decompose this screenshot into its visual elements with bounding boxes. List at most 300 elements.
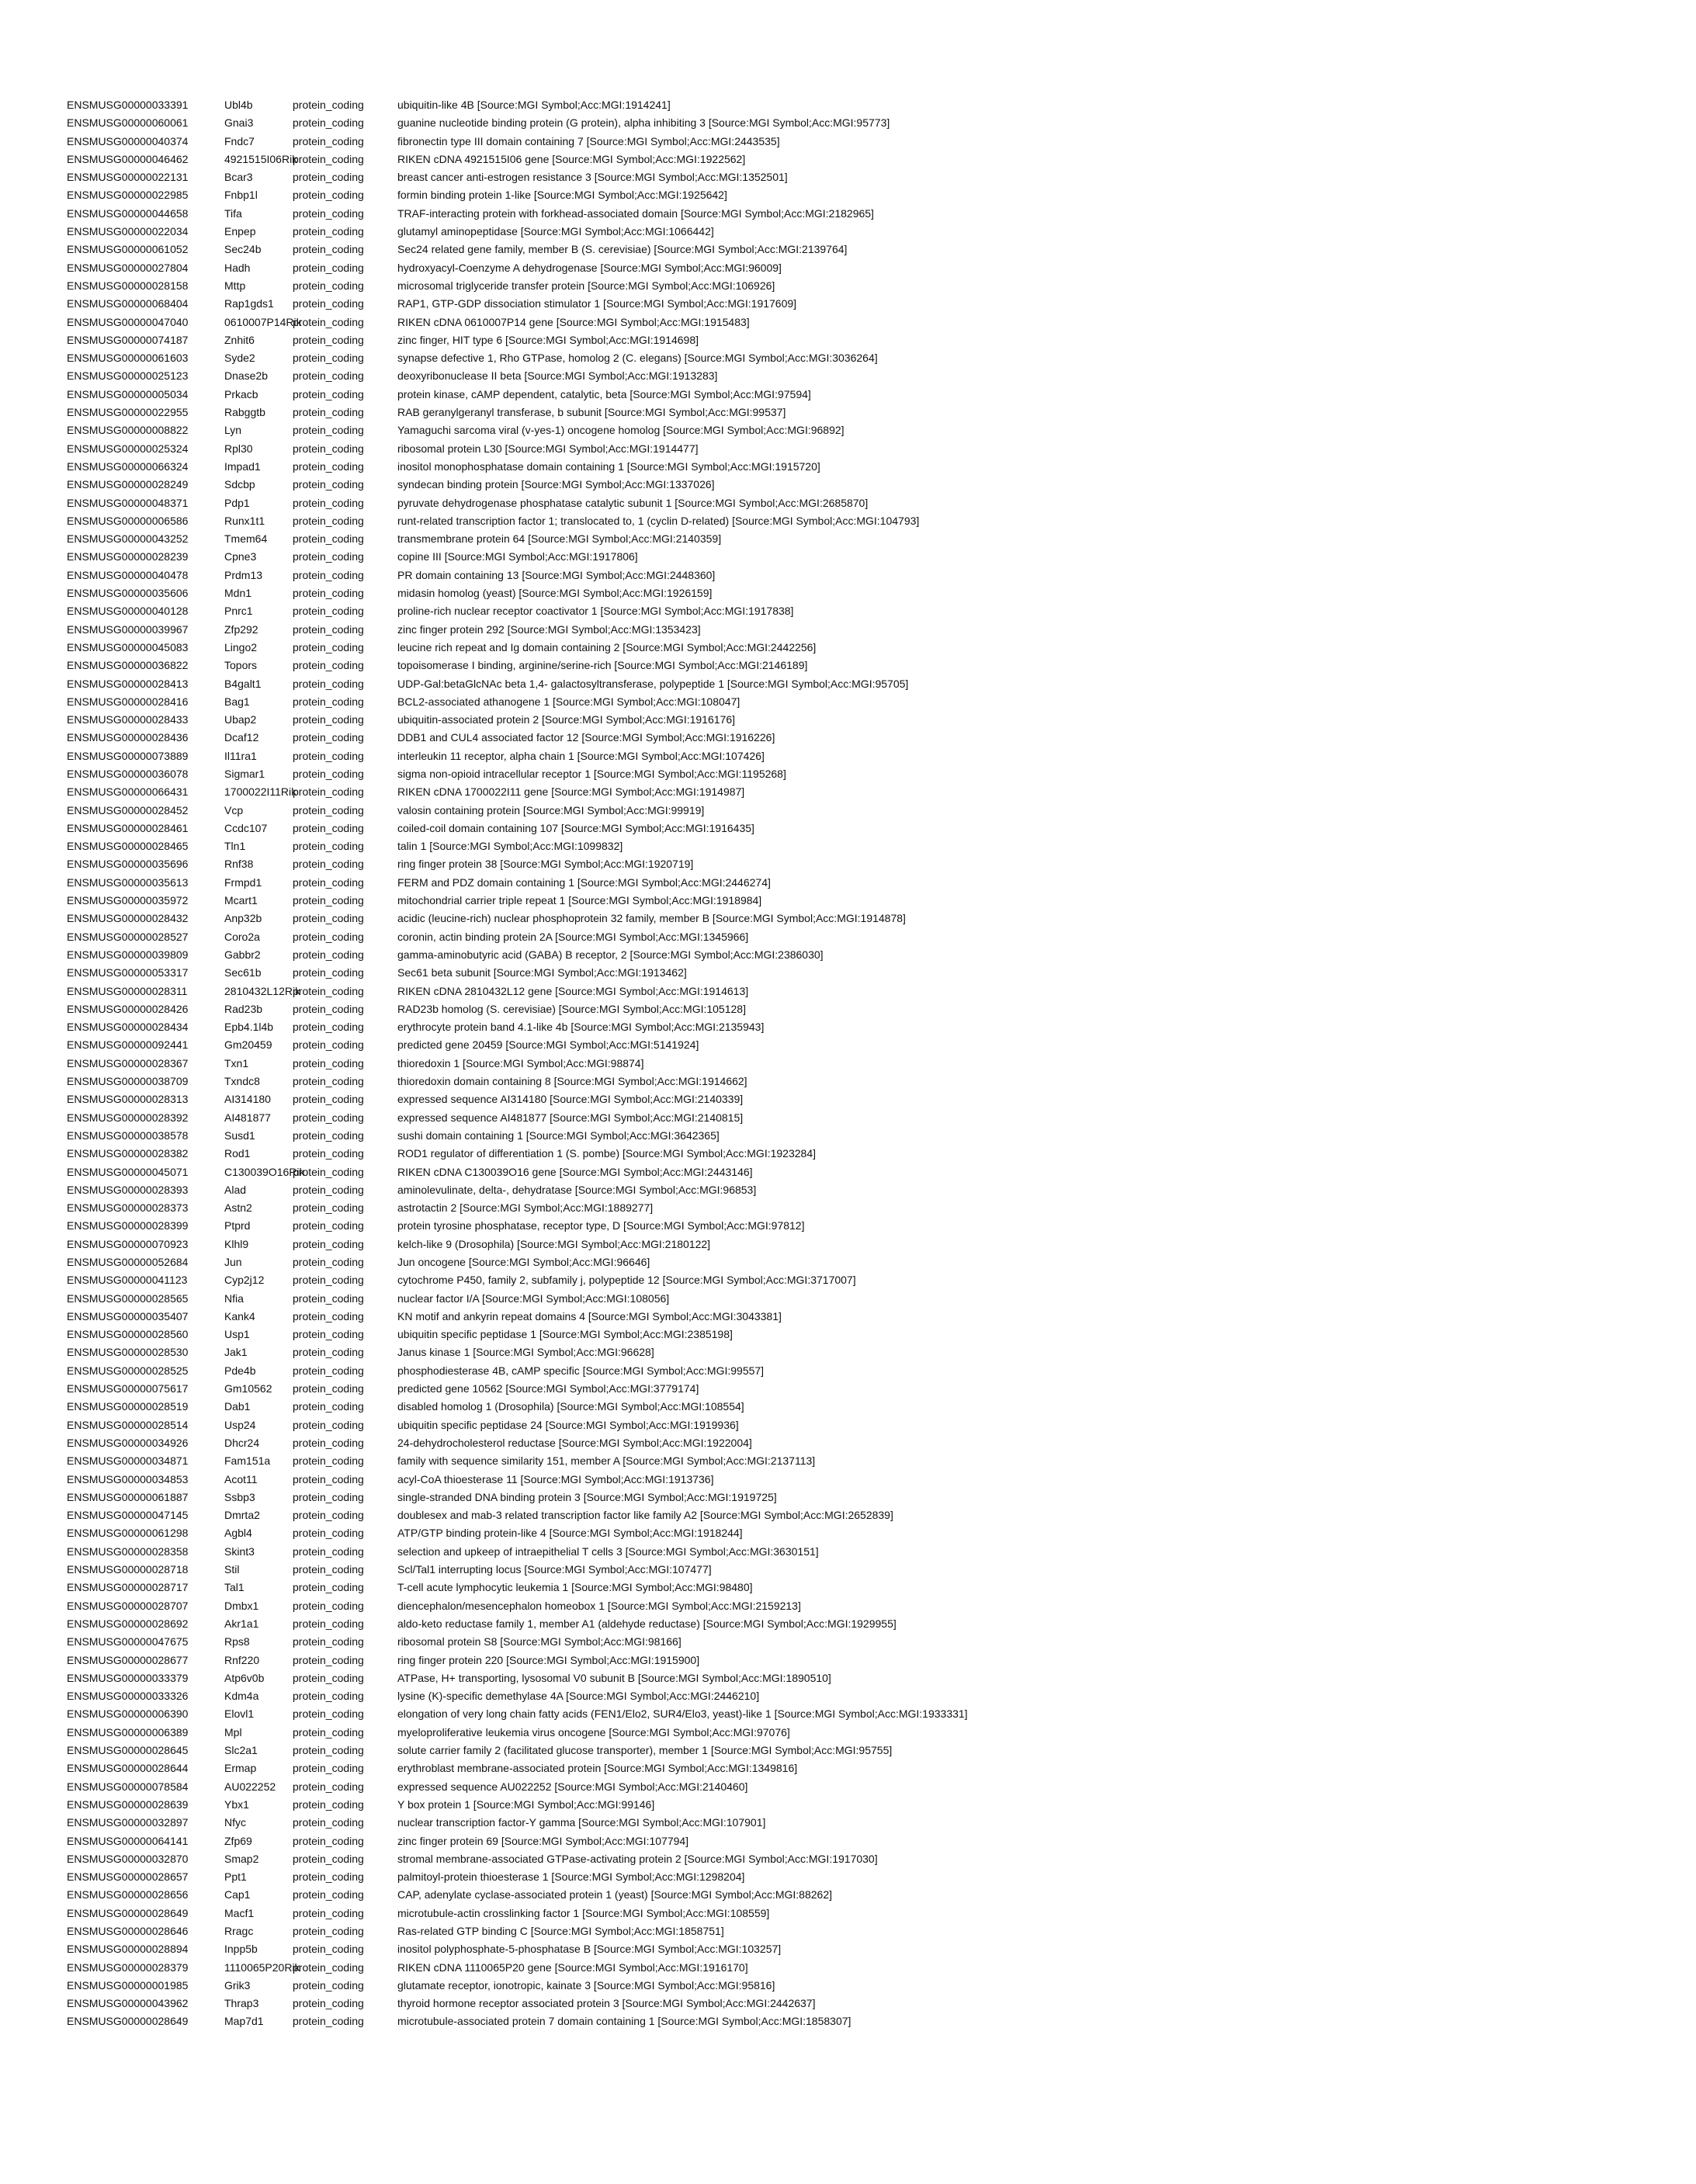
- gene-symbol: Usp24: [224, 1416, 255, 1434]
- gene-description: UDP-Gal:betaGlcNAc beta 1,4- galactosyltransferase, polypeptide 1 [Source:MGI Symbol;Acc:MGI:95705]: [397, 675, 908, 693]
- gene-biotype: protein_coding: [293, 1217, 364, 1235]
- gene-id: ENSMUSG00000073889: [67, 747, 188, 765]
- gene-biotype: protein_coding: [293, 964, 364, 982]
- gene-id: ENSMUSG00000005034: [67, 386, 188, 404]
- gene-symbol: Lingo2: [224, 639, 257, 657]
- gene-description: leucine rich repeat and Ig domain containing 2 [Source:MGI Symbol;Acc:MGI:2442256]: [397, 639, 816, 657]
- gene-id: ENSMUSG00000028527: [67, 928, 188, 946]
- gene-id: ENSMUSG00000039809: [67, 946, 188, 964]
- gene-biotype: protein_coding: [293, 1687, 364, 1705]
- gene-biotype: protein_coding: [293, 1145, 364, 1163]
- gene-description: transmembrane protein 64 [Source:MGI Symbol;Acc:MGI:2140359]: [397, 530, 721, 548]
- gene-symbol: Agbl4: [224, 1524, 252, 1542]
- gene-biotype: protein_coding: [293, 1959, 364, 1977]
- gene-symbol: Astn2: [224, 1199, 252, 1217]
- gene-description: ribosomal protein S8 [Source:MGI Symbol;Acc:MGI:98166]: [397, 1633, 682, 1651]
- gene-description: interleukin 11 receptor, alpha chain 1 [Source:MGI Symbol;Acc:MGI:107426]: [397, 747, 765, 765]
- gene-description: disabled homolog 1 (Drosophila) [Source:MGI Symbol;Acc:MGI:108554]: [397, 1398, 744, 1416]
- gene-symbol: Acot11: [224, 1471, 258, 1489]
- gene-description: hydroxyacyl-Coenzyme A dehydrogenase [Source:MGI Symbol;Acc:MGI:96009]: [397, 259, 782, 277]
- gene-biotype: protein_coding: [293, 783, 364, 801]
- gene-biotype: protein_coding: [293, 1308, 364, 1326]
- gene-description: zinc finger protein 69 [Source:MGI Symbol;Acc:MGI:107794]: [397, 1832, 688, 1850]
- gene-biotype: protein_coding: [293, 1977, 364, 1995]
- gene-biotype: protein_coding: [293, 675, 364, 693]
- gene-id: ENSMUSG00000001985: [67, 1977, 188, 1995]
- gene-description: mitochondrial carrier triple repeat 1 [Source:MGI Symbol;Acc:MGI:1918984]: [397, 892, 761, 910]
- gene-symbol: Rap1gds1: [224, 295, 274, 313]
- gene-biotype: protein_coding: [293, 512, 364, 530]
- gene-description: predicted gene 20459 [Source:MGI Symbol;Acc:MGI:5141924]: [397, 1036, 699, 1054]
- gene-description: nuclear transcription factor-Y gamma [Source:MGI Symbol;Acc:MGI:107901]: [397, 1814, 765, 1832]
- gene-biotype: protein_coding: [293, 440, 364, 458]
- gene-id: ENSMUSG00000028399: [67, 1217, 188, 1235]
- gene-biotype: protein_coding: [293, 494, 364, 512]
- gene-symbol: Ssbp3: [224, 1489, 255, 1506]
- gene-biotype: protein_coding: [293, 1796, 364, 1814]
- gene-biotype: protein_coding: [293, 567, 364, 584]
- gene-id: ENSMUSG00000044658: [67, 205, 188, 223]
- gene-description: RAB geranylgeranyl transferase, b subunit [Source:MGI Symbol;Acc:MGI:99537]: [397, 404, 786, 421]
- gene-id: ENSMUSG00000028452: [67, 802, 188, 820]
- gene-symbol: Macf1: [224, 1905, 254, 1922]
- gene-symbol: Alad: [224, 1181, 246, 1199]
- gene-biotype: protein_coding: [293, 168, 364, 186]
- gene-id: ENSMUSG00000033379: [67, 1669, 188, 1687]
- gene-symbol: C130039O16Rik: [224, 1163, 305, 1181]
- gene-symbol: Frmpd1: [224, 874, 262, 892]
- gene-description: TRAF-interacting protein with forkhead-associated domain [Source:MGI Symbol;Acc:MGI:2182965]: [397, 205, 874, 223]
- gene-description: copine III [Source:MGI Symbol;Acc:MGI:1917806]: [397, 548, 638, 566]
- gene-symbol: Rod1: [224, 1145, 250, 1163]
- gene-symbol: Cap1: [224, 1886, 250, 1904]
- gene-biotype: protein_coding: [293, 874, 364, 892]
- gene-biotype: protein_coding: [293, 241, 364, 258]
- gene-id: ENSMUSG00000038578: [67, 1127, 188, 1145]
- gene-id: ENSMUSG00000034926: [67, 1434, 188, 1452]
- gene-description: Yamaguchi sarcoma viral (v-yes-1) oncogene homolog [Source:MGI Symbol;Acc:MGI:96892]: [397, 421, 845, 439]
- gene-id: ENSMUSG00000006390: [67, 1705, 188, 1723]
- gene-id: ENSMUSG00000022034: [67, 223, 188, 241]
- gene-id: ENSMUSG00000025324: [67, 440, 188, 458]
- gene-description: deoxyribonuclease II beta [Source:MGI Symbol;Acc:MGI:1913283]: [397, 367, 717, 385]
- gene-id: ENSMUSG00000045083: [67, 639, 188, 657]
- gene-description: formin binding protein 1-like [Source:MGI Symbol;Acc:MGI:1925642]: [397, 186, 727, 204]
- gene-description: midasin homolog (yeast) [Source:MGI Symbol;Acc:MGI:1926159]: [397, 584, 712, 602]
- gene-biotype: protein_coding: [293, 1000, 364, 1018]
- gene-biotype: protein_coding: [293, 657, 364, 674]
- gene-biotype: protein_coding: [293, 1814, 364, 1832]
- gene-description: myeloproliferative leukemia virus oncogene [Source:MGI Symbol;Acc:MGI:97076]: [397, 1724, 790, 1742]
- gene-biotype: protein_coding: [293, 1615, 364, 1633]
- gene-symbol: Cpne3: [224, 548, 256, 566]
- gene-biotype: protein_coding: [293, 946, 364, 964]
- gene-description: cytochrome P450, family 2, subfamily j, polypeptide 12 [Source:MGI Symbol;Acc:MGI:3717007]: [397, 1271, 856, 1289]
- gene-biotype: protein_coding: [293, 983, 364, 1000]
- gene-biotype: protein_coding: [293, 1506, 364, 1524]
- gene-description: zinc finger protein 292 [Source:MGI Symbol;Acc:MGI:1353423]: [397, 621, 701, 639]
- gene-symbol: B4galt1: [224, 675, 261, 693]
- gene-description: fibronectin type III domain containing 7 [Source:MGI Symbol;Acc:MGI:2443535]: [397, 133, 780, 151]
- gene-description: microsomal triglyceride transfer protein [Source:MGI Symbol;Acc:MGI:106926]: [397, 277, 775, 295]
- gene-id: ENSMUSG00000035696: [67, 855, 188, 873]
- gene-symbol: Jun: [224, 1253, 242, 1271]
- gene-description: lysine (K)-specific demethylase 4A [Source:MGI Symbol;Acc:MGI:2446210]: [397, 1687, 759, 1705]
- gene-biotype: protein_coding: [293, 1832, 364, 1850]
- gene-symbol: Runx1t1: [224, 512, 265, 530]
- gene-id: ENSMUSG00000028519: [67, 1398, 188, 1416]
- gene-description: RIKEN cDNA 1110065P20 gene [Source:MGI Symbol;Acc:MGI:1916170]: [397, 1959, 748, 1977]
- gene-biotype: protein_coding: [293, 802, 364, 820]
- gene-description: erythrocyte protein band 4.1-like 4b [Source:MGI Symbol;Acc:MGI:2135943]: [397, 1018, 764, 1036]
- gene-id: ENSMUSG00000028436: [67, 729, 188, 747]
- gene-id: ENSMUSG00000028382: [67, 1145, 188, 1163]
- gene-description: ROD1 regulator of differentiation 1 (S. pombe) [Source:MGI Symbol;Acc:MGI:1923284]: [397, 1145, 816, 1163]
- gene-id: ENSMUSG00000045071: [67, 1163, 188, 1181]
- gene-biotype: protein_coding: [293, 1018, 364, 1036]
- gene-symbol: Sec61b: [224, 964, 261, 982]
- gene-biotype: protein_coding: [293, 1471, 364, 1489]
- gene-id: ENSMUSG00000022955: [67, 404, 188, 421]
- gene-symbol: Susd1: [224, 1127, 255, 1145]
- gene-symbol: Il11ra1: [224, 747, 257, 765]
- gene-biotype: protein_coding: [293, 1543, 364, 1561]
- gene-biotype: protein_coding: [293, 1886, 364, 1904]
- gene-description: diencephalon/mesencephalon homeobox 1 [Source:MGI Symbol;Acc:MGI:2159213]: [397, 1597, 801, 1615]
- gene-biotype: protein_coding: [293, 584, 364, 602]
- gene-biotype: protein_coding: [293, 186, 364, 204]
- gene-symbol: Tmem64: [224, 530, 267, 548]
- gene-biotype: protein_coding: [293, 331, 364, 349]
- gene-biotype: protein_coding: [293, 530, 364, 548]
- gene-biotype: protein_coding: [293, 1109, 364, 1127]
- gene-symbol: Grik3: [224, 1977, 250, 1995]
- gene-symbol: Stil: [224, 1561, 239, 1579]
- gene-symbol: Fam151a: [224, 1452, 270, 1470]
- gene-description: ring finger protein 220 [Source:MGI Symbol;Acc:MGI:1915900]: [397, 1652, 699, 1669]
- gene-description: microtubule-actin crosslinking factor 1 [Source:MGI Symbol;Acc:MGI:108559]: [397, 1905, 769, 1922]
- gene-id: ENSMUSG00000061887: [67, 1489, 188, 1506]
- gene-id: ENSMUSG00000028530: [67, 1343, 188, 1361]
- gene-id: ENSMUSG00000074187: [67, 331, 188, 349]
- gene-symbol: Syde2: [224, 349, 255, 367]
- gene-symbol: Lyn: [224, 421, 241, 439]
- gene-biotype: protein_coding: [293, 1343, 364, 1361]
- gene-id: ENSMUSG00000035613: [67, 874, 188, 892]
- gene-symbol: Dcaf12: [224, 729, 258, 747]
- gene-biotype: protein_coding: [293, 205, 364, 223]
- gene-id: ENSMUSG00000028249: [67, 476, 188, 494]
- gene-symbol: Akr1a1: [224, 1615, 258, 1633]
- gene-biotype: protein_coding: [293, 2012, 364, 2030]
- gene-biotype: protein_coding: [293, 151, 364, 168]
- gene-symbol: 0610007P14Rik: [224, 314, 302, 331]
- gene-biotype: protein_coding: [293, 820, 364, 837]
- gene-description: thyroid hormone receptor associated protein 3 [Source:MGI Symbol;Acc:MGI:2442637]: [397, 1995, 816, 2012]
- gene-symbol: Pde4b: [224, 1362, 255, 1380]
- gene-biotype: protein_coding: [293, 1236, 364, 1253]
- gene-symbol: Atp6v0b: [224, 1669, 264, 1687]
- gene-id: ENSMUSG00000028393: [67, 1181, 188, 1199]
- gene-id: ENSMUSG00000034871: [67, 1452, 188, 1470]
- gene-id: ENSMUSG00000028639: [67, 1796, 188, 1814]
- gene-biotype: protein_coding: [293, 1362, 364, 1380]
- gene-description: Sec24 related gene family, member B (S. cerevisiae) [Source:MGI Symbol;Acc:MGI:2139764]: [397, 241, 847, 258]
- gene-id: ENSMUSG00000025123: [67, 367, 188, 385]
- gene-description: predicted gene 10562 [Source:MGI Symbol;Acc:MGI:3779174]: [397, 1380, 699, 1398]
- gene-id: ENSMUSG00000028677: [67, 1652, 188, 1669]
- gene-description: ubiquitin specific peptidase 24 [Source:MGI Symbol;Acc:MGI:1919936]: [397, 1416, 739, 1434]
- gene-id: ENSMUSG00000028416: [67, 693, 188, 711]
- gene-description: zinc finger, HIT type 6 [Source:MGI Symbol;Acc:MGI:1914698]: [397, 331, 699, 349]
- gene-id: ENSMUSG00000036078: [67, 765, 188, 783]
- gene-id: ENSMUSG00000028644: [67, 1759, 188, 1777]
- gene-description: RAP1, GTP-GDP dissociation stimulator 1 [Source:MGI Symbol;Acc:MGI:1917609]: [397, 295, 796, 313]
- gene-id: ENSMUSG00000028718: [67, 1561, 188, 1579]
- gene-description: RIKEN cDNA 4921515I06 gene [Source:MGI Symbol;Acc:MGI:1922562]: [397, 151, 745, 168]
- gene-id: ENSMUSG00000043962: [67, 1995, 188, 2012]
- gene-symbol: Nfia: [224, 1290, 244, 1308]
- gene-biotype: protein_coding: [293, 1597, 364, 1615]
- gene-symbol: Coro2a: [224, 928, 260, 946]
- gene-id: ENSMUSG00000028717: [67, 1579, 188, 1596]
- gene-symbol: Cyp2j12: [224, 1271, 264, 1289]
- gene-description: kelch-like 9 (Drosophila) [Source:MGI Symbol;Acc:MGI:2180122]: [397, 1236, 710, 1253]
- gene-description: protein kinase, cAMP dependent, catalytic, beta [Source:MGI Symbol;Acc:MGI:97594]: [397, 386, 811, 404]
- gene-description: CAP, adenylate cyclase-associated protein 1 (yeast) [Source:MGI Symbol;Acc:MGI:88262]: [397, 1886, 832, 1904]
- gene-id: ENSMUSG00000028514: [67, 1416, 188, 1434]
- gene-description: inositol monophosphatase domain containing 1 [Source:MGI Symbol;Acc:MGI:1915720]: [397, 458, 820, 476]
- gene-description: thioredoxin domain containing 8 [Source:MGI Symbol;Acc:MGI:1914662]: [397, 1073, 747, 1090]
- gene-id: ENSMUSG00000028373: [67, 1199, 188, 1217]
- gene-biotype: protein_coding: [293, 404, 364, 421]
- gene-description: family with sequence similarity 151, member A [Source:MGI Symbol;Acc:MGI:2137113]: [397, 1452, 815, 1470]
- gene-description: ubiquitin-like 4B [Source:MGI Symbol;Acc:MGI:1914241]: [397, 96, 671, 114]
- gene-description: syndecan binding protein [Source:MGI Symbol;Acc:MGI:1337026]: [397, 476, 715, 494]
- gene-biotype: protein_coding: [293, 1742, 364, 1759]
- gene-biotype: protein_coding: [293, 1995, 364, 2012]
- gene-symbol: Sigmar1: [224, 765, 265, 783]
- gene-id: ENSMUSG00000028379: [67, 1959, 188, 1977]
- gene-description: RIKEN cDNA 0610007P14 gene [Source:MGI Symbol;Acc:MGI:1915483]: [397, 314, 750, 331]
- gene-biotype: protein_coding: [293, 386, 364, 404]
- gene-description: ring finger protein 38 [Source:MGI Symbol;Acc:MGI:1920719]: [397, 855, 693, 873]
- gene-symbol: Mdn1: [224, 584, 251, 602]
- gene-symbol: Rabggtb: [224, 404, 265, 421]
- gene-description: ATP/GTP binding protein-like 4 [Source:MGI Symbol;Acc:MGI:1918244]: [397, 1524, 743, 1542]
- gene-id: ENSMUSG00000033391: [67, 96, 188, 114]
- gene-biotype: protein_coding: [293, 1163, 364, 1181]
- gene-symbol: Kdm4a: [224, 1687, 258, 1705]
- gene-description: Ras-related GTP binding C [Source:MGI Symbol;Acc:MGI:1858751]: [397, 1922, 724, 1940]
- gene-biotype: protein_coding: [293, 1905, 364, 1922]
- gene-symbol: Ermap: [224, 1759, 256, 1777]
- gene-id: ENSMUSG00000066324: [67, 458, 188, 476]
- gene-biotype: protein_coding: [293, 133, 364, 151]
- gene-description: elongation of very long chain fatty acids (FEN1/Elo2, SUR4/Elo3, yeast)-like 1 [Source:MGI Symbol;Acc:MGI:1933331]: [397, 1705, 968, 1723]
- gene-biotype: protein_coding: [293, 223, 364, 241]
- gene-biotype: protein_coding: [293, 892, 364, 910]
- gene-description: coiled-coil domain containing 107 [Source:MGI Symbol;Acc:MGI:1916435]: [397, 820, 754, 837]
- gene-biotype: protein_coding: [293, 1253, 364, 1271]
- gene-symbol: Inpp5b: [224, 1940, 258, 1958]
- gene-symbol: Rnf38: [224, 855, 253, 873]
- gene-id: ENSMUSG00000061298: [67, 1524, 188, 1542]
- gene-id: ENSMUSG00000028392: [67, 1109, 188, 1127]
- gene-id: ENSMUSG00000033326: [67, 1687, 188, 1705]
- gene-id: ENSMUSG00000028656: [67, 1886, 188, 1904]
- gene-symbol: Pnrc1: [224, 602, 253, 620]
- gene-id: ENSMUSG00000028311: [67, 983, 187, 1000]
- gene-biotype: protein_coding: [293, 693, 364, 711]
- gene-symbol: Slc2a1: [224, 1742, 258, 1759]
- gene-id: ENSMUSG00000032897: [67, 1814, 188, 1832]
- gene-symbol: Fnbp1l: [224, 186, 258, 204]
- gene-biotype: protein_coding: [293, 621, 364, 639]
- gene-description: acidic (leucine-rich) nuclear phosphoprotein 32 family, member B [Source:MGI Symbol;Acc:MGI:1914878]: [397, 910, 906, 927]
- gene-id: ENSMUSG00000047040: [67, 314, 188, 331]
- gene-description: Scl/Tal1 interrupting locus [Source:MGI Symbol;Acc:MGI:107477]: [397, 1561, 712, 1579]
- gene-id: ENSMUSG00000035407: [67, 1308, 188, 1326]
- gene-description: proline-rich nuclear receptor coactivator 1 [Source:MGI Symbol;Acc:MGI:1917838]: [397, 602, 793, 620]
- gene-biotype: protein_coding: [293, 367, 364, 385]
- gene-description: expressed sequence AU022252 [Source:MGI Symbol;Acc:MGI:2140460]: [397, 1778, 747, 1796]
- gene-id: ENSMUSG00000028646: [67, 1922, 188, 1940]
- gene-id: ENSMUSG00000035606: [67, 584, 188, 602]
- gene-description: valosin containing protein [Source:MGI Symbol;Acc:MGI:99919]: [397, 802, 704, 820]
- gene-id: ENSMUSG00000092441: [67, 1036, 188, 1054]
- gene-biotype: protein_coding: [293, 729, 364, 747]
- gene-description: topoisomerase I binding, arginine/serine-rich [Source:MGI Symbol;Acc:MGI:2146189]: [397, 657, 807, 674]
- gene-biotype: protein_coding: [293, 602, 364, 620]
- gene-description: ubiquitin-associated protein 2 [Source:MGI Symbol;Acc:MGI:1916176]: [397, 711, 735, 729]
- gene-biotype: protein_coding: [293, 1579, 364, 1596]
- gene-description: guanine nucleotide binding protein (G protein), alpha inhibiting 3 [Source:MGI Symbol;Acc:MGI:95773]: [397, 114, 890, 132]
- gene-description: synapse defective 1, Rho GTPase, homolog 2 (C. elegans) [Source:MGI Symbol;Acc:MGI:3036264]: [397, 349, 878, 367]
- gene-description: Sec61 beta subunit [Source:MGI Symbol;Acc:MGI:1913462]: [397, 964, 687, 982]
- gene-id: ENSMUSG00000027804: [67, 259, 188, 277]
- gene-symbol: Smap2: [224, 1850, 258, 1868]
- gene-description: FERM and PDZ domain containing 1 [Source:MGI Symbol;Acc:MGI:2446274]: [397, 874, 771, 892]
- gene-symbol: Tal1: [224, 1579, 245, 1596]
- gene-symbol: 2810432L12Rik: [224, 983, 300, 1000]
- gene-id: ENSMUSG00000064141: [67, 1832, 188, 1850]
- gene-id: ENSMUSG00000046462: [67, 151, 188, 168]
- gene-id: ENSMUSG00000028239: [67, 548, 188, 566]
- gene-id: ENSMUSG00000028560: [67, 1326, 188, 1343]
- gene-id: ENSMUSG00000047675: [67, 1633, 188, 1651]
- gene-biotype: protein_coding: [293, 1724, 364, 1742]
- gene-biotype: protein_coding: [293, 711, 364, 729]
- gene-biotype: protein_coding: [293, 1759, 364, 1777]
- gene-symbol: Dmbx1: [224, 1597, 258, 1615]
- gene-symbol: Jak1: [224, 1343, 248, 1361]
- gene-description: sigma non-opioid intracellular receptor 1 [Source:MGI Symbol;Acc:MGI:1195268]: [397, 765, 786, 783]
- gene-symbol: Sdcbp: [224, 476, 255, 494]
- gene-description: astrotactin 2 [Source:MGI Symbol;Acc:MGI:1889277]: [397, 1199, 653, 1217]
- gene-symbol: Kank4: [224, 1308, 255, 1326]
- gene-description: protein tyrosine phosphatase, receptor type, D [Source:MGI Symbol;Acc:MGI:97812]: [397, 1217, 804, 1235]
- gene-symbol: Epb4.1l4b: [224, 1018, 273, 1036]
- gene-description: phosphodiesterase 4B, cAMP specific [Source:MGI Symbol;Acc:MGI:99557]: [397, 1362, 764, 1380]
- gene-description: KN motif and ankyrin repeat domains 4 [Source:MGI Symbol;Acc:MGI:3043381]: [397, 1308, 782, 1326]
- gene-biotype: protein_coding: [293, 458, 364, 476]
- gene-symbol: Ptprd: [224, 1217, 250, 1235]
- gene-symbol: Zfp69: [224, 1832, 252, 1850]
- gene-symbol: Rnf220: [224, 1652, 259, 1669]
- gene-symbol: Topors: [224, 657, 257, 674]
- gene-id: ENSMUSG00000043252: [67, 530, 188, 548]
- gene-symbol: Mcart1: [224, 892, 258, 910]
- gene-description: glutamyl aminopeptidase [Source:MGI Symbol;Acc:MGI:1066442]: [397, 223, 714, 241]
- gene-description: Janus kinase 1 [Source:MGI Symbol;Acc:MGI:96628]: [397, 1343, 654, 1361]
- gene-id: ENSMUSG00000052684: [67, 1253, 188, 1271]
- gene-id: ENSMUSG00000034853: [67, 1471, 188, 1489]
- gene-symbol: Usp1: [224, 1326, 250, 1343]
- gene-id: ENSMUSG00000035972: [67, 892, 188, 910]
- gene-description: stromal membrane-associated GTPase-activating protein 2 [Source:MGI Symbol;Acc:MGI:1917030]: [397, 1850, 878, 1868]
- gene-biotype: protein_coding: [293, 1561, 364, 1579]
- gene-symbol: Thrap3: [224, 1995, 258, 2012]
- gene-id: ENSMUSG00000040128: [67, 602, 188, 620]
- gene-id: ENSMUSG00000078584: [67, 1778, 188, 1796]
- gene-symbol: Nfyc: [224, 1814, 246, 1832]
- gene-biotype: protein_coding: [293, 1271, 364, 1289]
- gene-description: palmitoyl-protein thioesterase 1 [Source:MGI Symbol;Acc:MGI:1298204]: [397, 1868, 744, 1886]
- gene-symbol: Impad1: [224, 458, 261, 476]
- gene-biotype: protein_coding: [293, 476, 364, 494]
- gene-biotype: protein_coding: [293, 1868, 364, 1886]
- gene-symbol: 1110065P20Rik: [224, 1959, 300, 1977]
- gene-biotype: protein_coding: [293, 1181, 364, 1199]
- gene-biotype: protein_coding: [293, 1524, 364, 1542]
- gene-description: expressed sequence AI314180 [Source:MGI Symbol;Acc:MGI:2140339]: [397, 1090, 743, 1108]
- gene-description: RIKEN cDNA 1700022I11 gene [Source:MGI Symbol;Acc:MGI:1914987]: [397, 783, 744, 801]
- gene-description: thioredoxin 1 [Source:MGI Symbol;Acc:MGI:98874]: [397, 1055, 643, 1073]
- gene-biotype: protein_coding: [293, 1398, 364, 1416]
- gene-description: single-stranded DNA binding protein 3 [Source:MGI Symbol;Acc:MGI:1919725]: [397, 1489, 777, 1506]
- gene-description: T-cell acute lymphocytic leukemia 1 [Source:MGI Symbol;Acc:MGI:98480]: [397, 1579, 753, 1596]
- gene-id: ENSMUSG00000028645: [67, 1742, 188, 1759]
- gene-id: ENSMUSG00000028158: [67, 277, 188, 295]
- gene-biotype: protein_coding: [293, 1434, 364, 1452]
- gene-id: ENSMUSG00000022985: [67, 186, 188, 204]
- gene-symbol: 1700022I11Rik: [224, 783, 297, 801]
- gene-biotype: protein_coding: [293, 1073, 364, 1090]
- gene-symbol: AU022252: [224, 1778, 276, 1796]
- gene-biotype: protein_coding: [293, 277, 364, 295]
- gene-id: ENSMUSG00000061603: [67, 349, 188, 367]
- gene-biotype: protein_coding: [293, 1416, 364, 1434]
- gene-biotype: protein_coding: [293, 1489, 364, 1506]
- gene-id: ENSMUSG00000053317: [67, 964, 188, 982]
- gene-id: ENSMUSG00000028649: [67, 2012, 188, 2030]
- gene-symbol: Elovl1: [224, 1705, 254, 1723]
- gene-id: ENSMUSG00000028413: [67, 675, 188, 693]
- gene-symbol: Rad23b: [224, 1000, 262, 1018]
- gene-biotype: protein_coding: [293, 1380, 364, 1398]
- gene-id: ENSMUSG00000036822: [67, 657, 188, 674]
- gene-biotype: protein_coding: [293, 1199, 364, 1217]
- gene-description: breast cancer anti-estrogen resistance 3 [Source:MGI Symbol;Acc:MGI:1352501]: [397, 168, 788, 186]
- gene-id: ENSMUSG00000028313: [67, 1090, 188, 1108]
- gene-id: ENSMUSG00000028358: [67, 1543, 188, 1561]
- gene-biotype: protein_coding: [293, 639, 364, 657]
- gene-id: ENSMUSG00000066431: [67, 783, 188, 801]
- gene-symbol: Enpep: [224, 223, 255, 241]
- gene-description: coronin, actin binding protein 2A [Source:MGI Symbol;Acc:MGI:1345966]: [397, 928, 748, 946]
- gene-symbol: Dhcr24: [224, 1434, 259, 1452]
